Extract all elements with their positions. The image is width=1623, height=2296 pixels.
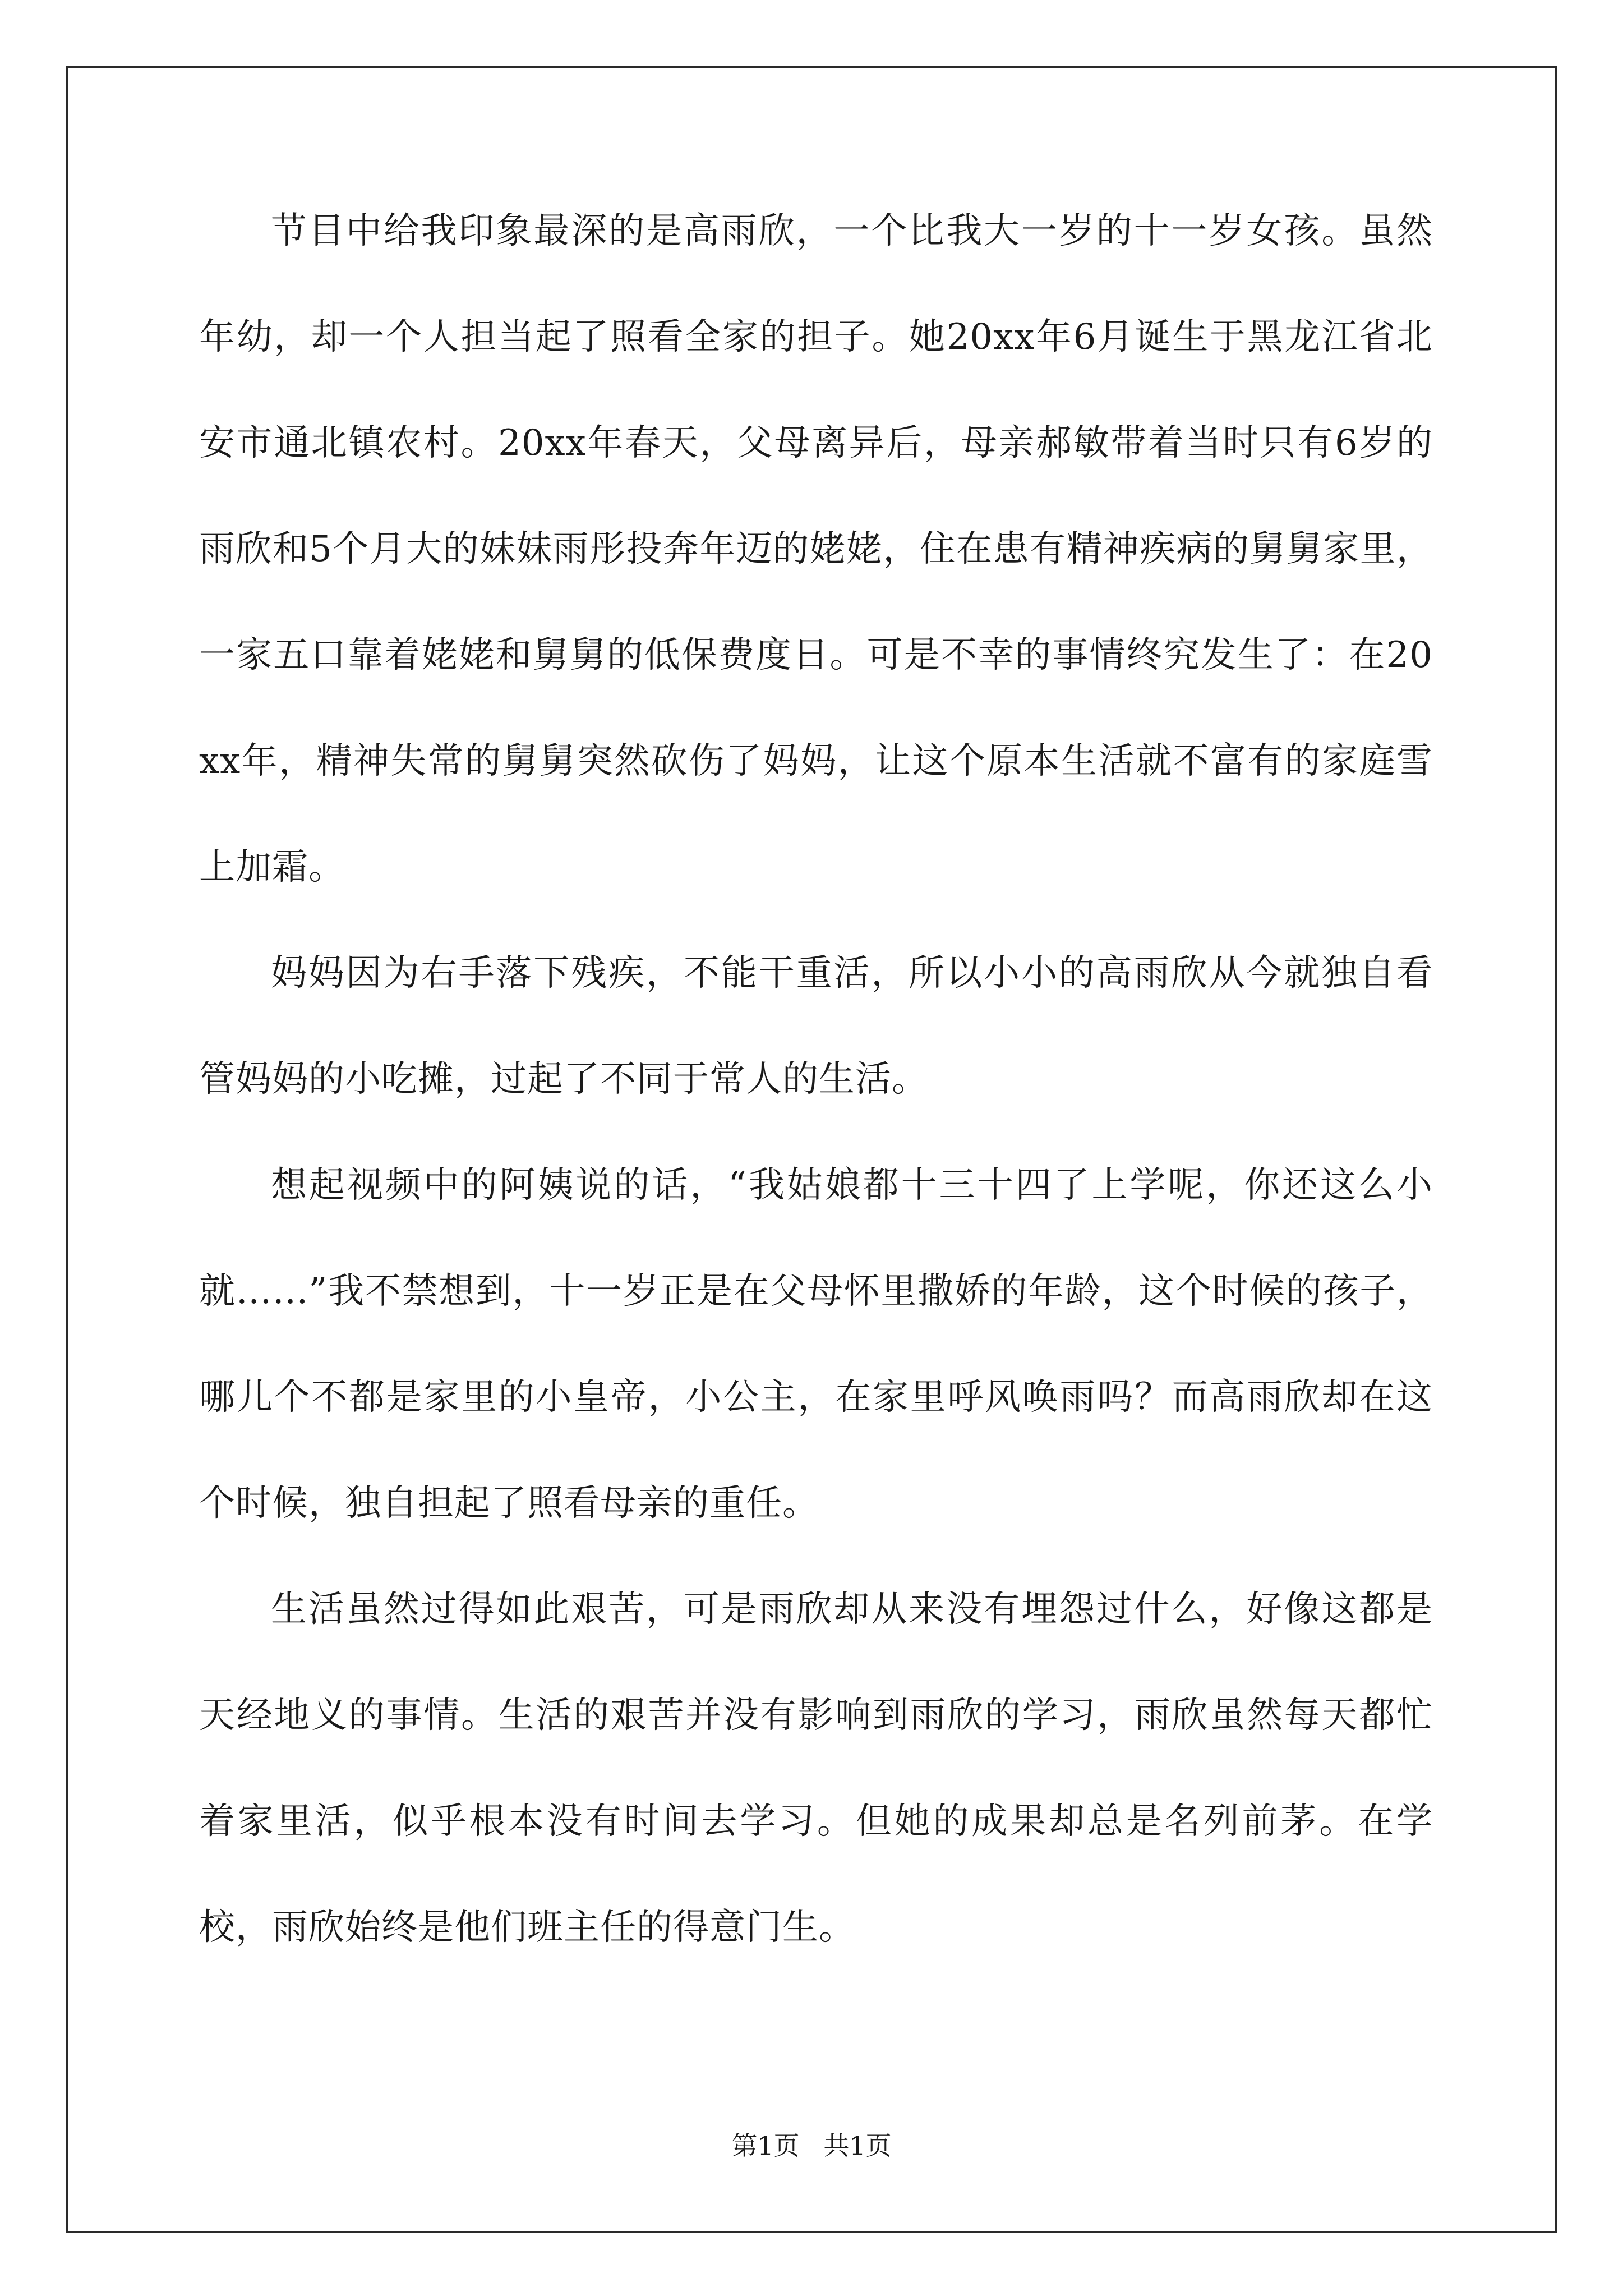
page-number-current: 第1页 xyxy=(731,2131,800,2161)
page-footer xyxy=(0,2130,1623,2161)
page-number-total: 共1页 xyxy=(823,2131,892,2161)
paragraph-4: 生活虽然过得如此艰苦，可是雨欣却从来没有埋怨过什么，好像这都是天经地义的事情。生活的艰苦并没有影响到雨欣的学习，雨欣虽然每天都忙着家里活，似乎根本没有时间去学习。但她的成果却总是名列前茅。在学校，雨欣始终是他们班主任的得意门生。 xyxy=(199,1589,1433,1948)
paragraph-2: 妈妈因为右手落下残疾，不能干重活，所以小小的高雨欣从今就独自看管妈妈的小吃摊，过起了不同于常人的生活。 xyxy=(199,953,1433,1100)
paragraph-3: 想起视频中的阿姨说的话，“我姑娘都十三十四了上学呢，你还这么小就……”我不禁想到，十一岁正是在父母怀里撒娇的年龄，这个时候的孩子，哪儿个不都是家里的小皇帝，小公主，在家里呼风唤雨吗？而高雨欣却在这个时候，独自担起了照看母亲的重任。 xyxy=(199,1165,1433,1524)
document-body xyxy=(199,210,1433,2016)
paragraph-1: 节目中给我印象最深的是高雨欣，一个比我大一岁的十一岁女孩。虽然年幼，却一个人担当起了照看全家的担子。她20xx年6月诞生于黑龙江省北安市通北镇农村。20xx年春天，父母离异后，母亲郝敏带着当时只有6岁的雨欣和5个月大的妹妹雨彤投奔年迈的姥姥，住在患有精神疾病的舅舅家里，一家五口靠着姥姥和舅舅的低保费度日。可是不幸的事情终究发生了：在20xx年，精神失常的舅舅突然砍伤了妈妈，让这个原本生活就不富有的家庭雪上加霜。 xyxy=(199,210,1433,888)
